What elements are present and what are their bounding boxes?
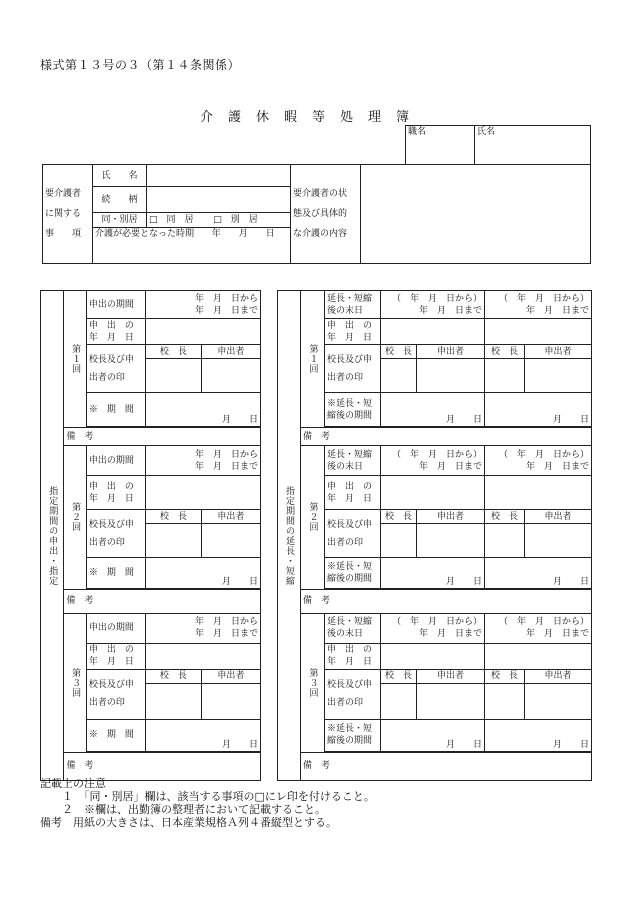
right-3-ext-field-a[interactable]: （ 年 月 日から） 年 月 日まで	[381, 613, 485, 643]
left-2-period-label: 申出の期間	[86, 446, 145, 476]
right-3-days-a[interactable]: 月 日	[381, 719, 485, 751]
notes-section	[40, 777, 375, 829]
right-3-request-date-a[interactable]	[381, 643, 485, 669]
left-3-principal-label: 校 長	[145, 669, 201, 683]
right-2-days-b[interactable]: 月 日	[485, 558, 592, 588]
right-2-request-date-b[interactable]	[485, 476, 592, 510]
right-1-days-b[interactable]: 月 日	[485, 393, 592, 427]
right-3-principal-label-b: 校 長	[485, 669, 525, 683]
left-2-seal-label: 校長及び申 出者の印	[86, 510, 145, 558]
right-1-principal-seal-a[interactable]	[381, 359, 417, 393]
right-3-principal-label-a: 校 長	[381, 669, 417, 683]
right-1-applicant-seal-a[interactable]	[417, 359, 485, 393]
right-3-days-b[interactable]: 月 日	[485, 719, 592, 751]
left-1-request-date-field[interactable]	[145, 319, 260, 345]
left-3-period-label: 申出の期間	[86, 613, 145, 643]
right-1-ext-field-a[interactable]: （ 年 月 日から） 年 月 日まで	[381, 291, 485, 319]
left-2-remarks[interactable]: 備 考	[64, 589, 261, 613]
left-1-seal-label: 校長及び申 出者の印	[86, 345, 145, 393]
right-3-seal-label: 校長及び申 出者の印	[325, 669, 381, 719]
left-1-applicant-label: 申出者	[201, 345, 260, 359]
recipient-name-field[interactable]	[147, 165, 291, 187]
extension-table	[277, 290, 592, 781]
right-1-applicant-label-a: 申出者	[417, 345, 485, 359]
condition-label: 要介護者の状 態及び具体的 な介護の内容	[291, 165, 361, 264]
right-2-applicant-label-b: 申出者	[525, 510, 592, 524]
form-number: 様式第１３号の３（第１４条関係）	[40, 58, 241, 72]
right-entry-1-label: 第１回	[301, 291, 325, 428]
right-3-ext-field-b[interactable]: （ 年 月 日から） 年 月 日まで	[485, 613, 592, 643]
left-entry-3-label: 第３回	[64, 613, 86, 752]
left-1-days-field[interactable]: 月 日	[145, 393, 260, 427]
left-1-period-field[interactable]: 年 月 日から 年 月 日まで	[145, 291, 260, 319]
right-1-request-date-b[interactable]	[485, 319, 592, 345]
right-1-principal-seal-b[interactable]	[485, 359, 525, 393]
notes-heading: 記載上の注意	[40, 777, 106, 790]
right-2-principal-seal-a[interactable]	[381, 524, 417, 558]
name-cell[interactable]	[475, 126, 591, 165]
right-2-days-label: ※延長・短 縮後の期間	[325, 558, 381, 588]
right-3-applicant-label-b: 申出者	[525, 669, 592, 683]
cohabit-together-checkbox[interactable]: □ 同 居	[149, 215, 194, 226]
left-3-request-date-label: 申 出 の 年 月 日	[86, 643, 145, 669]
right-1-request-date-label: 申 出 の 年 月 日	[325, 319, 381, 345]
left-2-principal-label: 校 長	[145, 510, 201, 524]
care-section-label: 要介護者 に関する 事 項	[43, 165, 93, 264]
left-2-applicant-seal[interactable]	[201, 524, 260, 558]
notes-remark: 備考 用紙の大きさは、日本産業規格Ａ列４番縦型とする。	[40, 816, 337, 829]
document-title: 介護休暇等処理簿	[200, 110, 425, 125]
relation-field[interactable]	[147, 187, 291, 213]
right-2-ext-field-b[interactable]: （ 年 月 日から） 年 月 日まで	[485, 446, 592, 476]
left-entry-1-label: 第１回	[64, 291, 86, 428]
need-since-date: 年 月 日	[211, 228, 275, 239]
need-since-cell[interactable]	[93, 227, 291, 263]
right-side-label: 指定期間の延長・短縮	[278, 291, 301, 781]
right-entry-3-label: 第３回	[301, 613, 325, 752]
right-2-applicant-seal-a[interactable]	[417, 524, 485, 558]
right-3-request-date-label: 申 出 の 年 月 日	[325, 643, 381, 669]
right-2-remarks[interactable]: 備 考	[301, 589, 592, 613]
right-1-ext-field-b[interactable]: （ 年 月 日から） 年 月 日まで	[485, 291, 592, 319]
left-entry-2-label: 第２回	[64, 446, 86, 589]
left-1-principal-seal[interactable]	[145, 359, 201, 393]
cohabit-label: 同・別居	[93, 213, 147, 227]
right-1-ext-label: 延長・短縮 後の末日	[325, 291, 381, 319]
left-2-days-field[interactable]: 月 日	[145, 558, 260, 588]
right-2-applicant-label-a: 申出者	[417, 510, 485, 524]
right-1-days-a[interactable]: 月 日	[381, 393, 485, 427]
right-2-principal-label-b: 校 長	[485, 510, 525, 524]
left-3-days-label: ※ 期 間	[86, 719, 145, 751]
job-title-cell[interactable]	[406, 126, 475, 165]
left-3-principal-seal[interactable]	[145, 683, 201, 719]
left-2-principal-seal[interactable]	[145, 524, 201, 558]
right-2-seal-label: 校長及び申 出者の印	[325, 510, 381, 558]
right-1-applicant-label-b: 申出者	[525, 345, 592, 359]
left-1-period-label: 申出の期間	[86, 291, 145, 319]
left-1-applicant-seal[interactable]	[201, 359, 260, 393]
right-2-request-date-label: 申 出 の 年 月 日	[325, 476, 381, 510]
right-3-request-date-b[interactable]	[485, 643, 592, 669]
employee-header-table	[405, 125, 591, 165]
condition-field[interactable]	[361, 165, 591, 264]
right-3-applicant-label-a: 申出者	[417, 669, 485, 683]
right-3-ext-label: 延長・短縮 後の末日	[325, 613, 381, 643]
left-2-period-field[interactable]: 年 月 日から 年 月 日まで	[145, 446, 260, 476]
right-1-remarks[interactable]: 備 考	[301, 428, 592, 446]
care-recipient-table	[42, 164, 591, 264]
right-3-remarks[interactable]: 備 考	[301, 752, 592, 780]
left-1-remarks[interactable]: 備 考	[64, 428, 261, 446]
right-1-applicant-seal-b[interactable]	[525, 359, 592, 393]
right-1-seal-label: 校長及び申 出者の印	[325, 345, 381, 393]
left-2-request-date-label: 申 出 の 年 月 日	[86, 476, 145, 510]
left-3-remarks[interactable]: 備 考	[64, 752, 261, 780]
right-3-principal-seal-b[interactable]	[485, 683, 525, 719]
right-2-request-date-a[interactable]	[381, 476, 485, 510]
right-1-principal-label-a: 校 長	[381, 345, 417, 359]
left-3-request-date-field[interactable]	[145, 643, 260, 669]
right-2-ext-label: 延長・短縮 後の末日	[325, 446, 381, 476]
recipient-name-label: 氏 名	[93, 165, 147, 187]
right-2-principal-label-a: 校 長	[381, 510, 417, 524]
left-3-applicant-seal[interactable]	[201, 683, 260, 719]
need-since-label: 介護が必要となった時期	[95, 228, 195, 239]
right-3-applicant-seal-b[interactable]	[525, 683, 592, 719]
cohabit-options	[147, 213, 291, 227]
right-3-applicant-seal-a[interactable]	[417, 683, 485, 719]
left-2-request-date-field[interactable]	[145, 476, 260, 510]
job-title-label: 職名	[408, 127, 427, 137]
right-1-days-label: ※延長・短 縮後の期間	[325, 393, 381, 427]
left-3-period-field[interactable]: 年 月 日から 年 月 日まで	[145, 613, 260, 643]
left-3-seal-label: 校長及び申 出者の印	[86, 669, 145, 719]
note-item-2: ２ ※欄は、出勤簿の整理者において記載すること。	[40, 803, 326, 816]
note-item-1: １ 「同・別居」欄は、該当する事項の□にレ印を付けること。	[40, 790, 375, 803]
name-label: 氏名	[477, 127, 496, 137]
relation-label: 続 柄	[93, 187, 147, 213]
left-2-days-label: ※ 期 間	[86, 558, 145, 588]
right-1-principal-label-b: 校 長	[485, 345, 525, 359]
designation-period-table	[40, 290, 261, 781]
right-3-days-label: ※延長・短 縮後の期間	[325, 719, 381, 751]
right-1-request-date-a[interactable]	[381, 319, 485, 345]
left-side-label: 指定期間の申出・指定	[41, 291, 64, 781]
right-2-principal-seal-b[interactable]	[485, 524, 525, 558]
left-2-applicant-label: 申出者	[201, 510, 260, 524]
cohabit-separate-checkbox[interactable]: □ 別 居	[213, 215, 258, 226]
right-2-ext-field-a[interactable]: （ 年 月 日から） 年 月 日まで	[381, 446, 485, 476]
right-2-days-a[interactable]: 月 日	[381, 558, 485, 588]
right-entry-2-label: 第２回	[301, 446, 325, 589]
left-1-request-date-label: 申 出 の 年 月 日	[86, 319, 145, 345]
right-3-principal-seal-a[interactable]	[381, 683, 417, 719]
left-3-days-field[interactable]: 月 日	[145, 719, 260, 751]
right-2-applicant-seal-b[interactable]	[525, 524, 592, 558]
left-3-applicant-label: 申出者	[201, 669, 260, 683]
left-1-principal-label: 校 長	[145, 345, 201, 359]
left-1-days-label: ※ 期 間	[86, 393, 145, 427]
